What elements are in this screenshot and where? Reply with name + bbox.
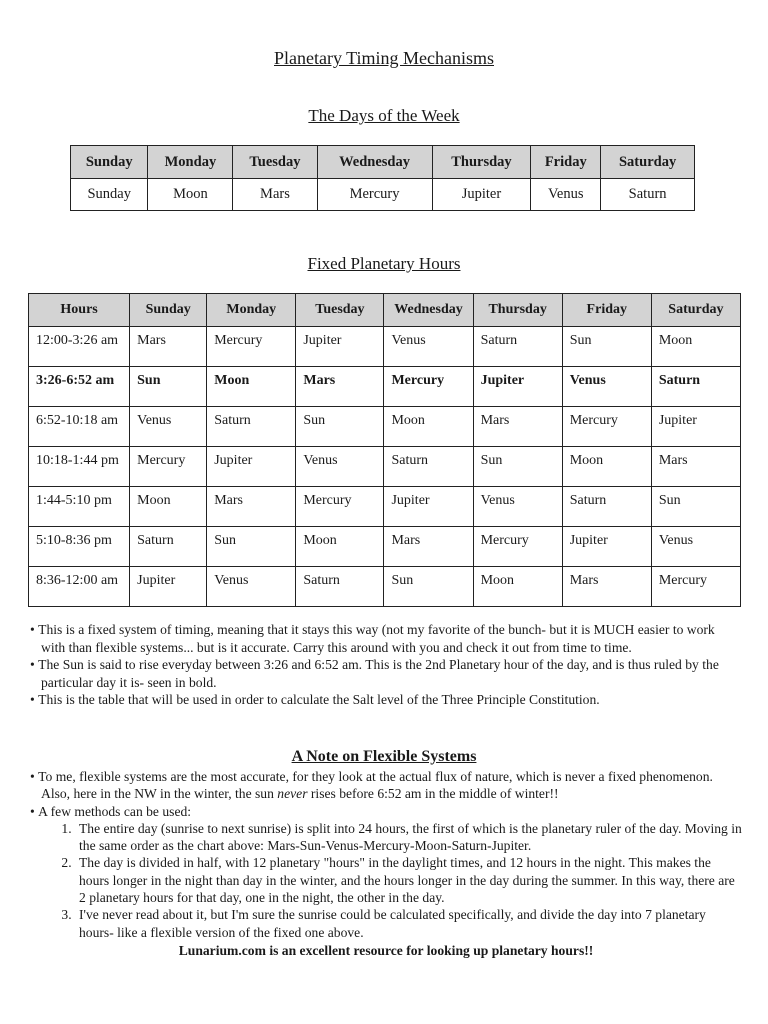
planet-cell: Mercury — [562, 407, 651, 447]
hours-row — [29, 447, 741, 487]
planet-cell: Sun — [207, 527, 296, 567]
days-ruler-row — [71, 179, 695, 211]
hours-range-cell: 3:26-6:52 am — [29, 367, 130, 407]
days-of-week-table — [70, 145, 695, 211]
hours-column-header: Saturday — [651, 294, 740, 327]
planet-cell: Mercury — [296, 487, 384, 527]
planet-cell: Moon — [651, 327, 740, 367]
hours-column-header: Friday — [562, 294, 651, 327]
planet-cell: Mars — [651, 447, 740, 487]
hours-row — [29, 407, 741, 447]
page-title: Planetary Timing Mechanisms — [274, 48, 494, 68]
hours-row — [29, 527, 741, 567]
flexible-section — [30, 768, 742, 959]
planet-cell: Mars — [562, 567, 651, 607]
planet-cell: Saturn — [651, 367, 740, 407]
flexible-section-title: A Note on Flexible Systems — [291, 748, 477, 765]
planet-cell: Jupiter — [296, 327, 384, 367]
planet-cell: Jupiter — [473, 367, 562, 407]
hours-column-header: Tuesday — [296, 294, 384, 327]
note-bullet: • The Sun is said to rise everyday between 3:26 and 6:52 am. This is the 2nd Planetary hour of the day, and is thus ruled by the particular day it is- seen in bold. — [30, 656, 740, 691]
hours-range-cell: 10:18-1:44 pm — [29, 447, 130, 487]
hours-column-header: Hours — [29, 294, 130, 327]
planet-cell: Moon — [296, 527, 384, 567]
planet-cell: Saturn — [296, 567, 384, 607]
day-ruler: Jupiter — [432, 179, 531, 211]
day-ruler: Sunday — [71, 179, 148, 211]
planet-cell: Saturn — [473, 327, 562, 367]
hours-column-header: Wednesday — [384, 294, 473, 327]
planet-cell: Saturn — [562, 487, 651, 527]
methods-list — [30, 820, 742, 941]
planet-cell: Mercury — [651, 567, 740, 607]
hours-column-header: Monday — [207, 294, 296, 327]
planet-cell: Sun — [296, 407, 384, 447]
planet-cell: Sun — [562, 327, 651, 367]
note-bullet: • This is a fixed system of timing, meaning that it stays this way (not my favorite of the bunch- but it is MUCH easier to work with than flexible systems... but is it accurate. Carry this around with you and check it out from time to time. — [30, 621, 740, 656]
day-ruler: Mercury — [317, 179, 432, 211]
bullet-text: To me, flexible systems are the most accurate, for they look at the actual flux of nature, which is never a fixed phenomenon. Also, here in the NW in the winter, the sun — [38, 769, 713, 802]
planet-cell: Venus — [473, 487, 562, 527]
planet-cell: Mercury — [384, 367, 473, 407]
day-ruler: Venus — [531, 179, 601, 211]
hours-row — [29, 367, 741, 407]
hours-range-cell: 6:52-10:18 am — [29, 407, 130, 447]
planet-cell: Mercury — [130, 447, 207, 487]
planet-cell: Mars — [130, 327, 207, 367]
planet-cell: Venus — [130, 407, 207, 447]
note-bullet — [30, 768, 742, 803]
days-header-row — [71, 146, 695, 179]
hours-row — [29, 327, 741, 367]
day-header: Saturday — [601, 146, 695, 179]
hours-column-header: Sunday — [130, 294, 207, 327]
day-ruler: Mars — [233, 179, 317, 211]
planet-cell: Saturn — [207, 407, 296, 447]
day-header: Tuesday — [233, 146, 317, 179]
planet-cell: Sun — [473, 447, 562, 487]
planet-cell: Mercury — [473, 527, 562, 567]
planet-cell: Mars — [384, 527, 473, 567]
planet-cell: Jupiter — [562, 527, 651, 567]
planet-cell: Jupiter — [130, 567, 207, 607]
day-header: Thursday — [432, 146, 531, 179]
hours-column-header: Thursday — [473, 294, 562, 327]
days-section-title: The Days of the Week — [308, 106, 460, 125]
bullet-text: rises before 6:52 am in the middle of winter!! — [307, 786, 559, 802]
hours-row — [29, 567, 741, 607]
planet-cell: Sun — [651, 487, 740, 527]
hours-range-cell: 8:36-12:00 am — [29, 567, 130, 607]
emphasis-text: never — [277, 786, 308, 802]
planet-cell: Jupiter — [384, 487, 473, 527]
day-ruler: Moon — [148, 179, 233, 211]
fixed-system-notes — [30, 621, 740, 709]
day-header: Sunday — [71, 146, 148, 179]
note-bullet: • This is the table that will be used in order to calculate the Salt level of the Three Principle Constitution. — [30, 691, 740, 709]
method-item: 2. The day is divided in half, with 12 planetary "hours" in the daylight times, and 12 hours in the night. This makes the hours longer in the night than day in the winter, and the hours longer in the day during the summer. In this way, there are 2 planetary hours for that day, one in the night, the other in the day. — [75, 854, 742, 906]
hours-header-row — [29, 294, 741, 327]
planet-cell: Venus — [651, 527, 740, 567]
planet-cell: Moon — [384, 407, 473, 447]
planet-cell: Sun — [384, 567, 473, 607]
note-bullet: • A few methods can be used: — [30, 803, 742, 820]
method-item: 1. The entire day (sunrise to next sunrise) is split into 24 hours, the first of which is the planetary ruler of the day. Moving in the same order as the chart above: Mars-Sun-Venus-Mercury-Moon-Saturn-Jupiter. — [75, 820, 742, 855]
planet-cell: Saturn — [130, 527, 207, 567]
hours-table-body — [29, 327, 741, 607]
planet-cell: Mercury — [207, 327, 296, 367]
planet-cell: Venus — [207, 567, 296, 607]
planet-cell: Moon — [207, 367, 296, 407]
planet-cell: Mars — [296, 367, 384, 407]
hours-range-cell: 12:00-3:26 am — [29, 327, 130, 367]
hours-row — [29, 487, 741, 527]
day-ruler: Saturn — [601, 179, 695, 211]
day-header: Monday — [148, 146, 233, 179]
hours-range-cell: 5:10-8:36 pm — [29, 527, 130, 567]
planet-cell: Jupiter — [651, 407, 740, 447]
day-header: Friday — [531, 146, 601, 179]
hours-section-title: Fixed Planetary Hours — [307, 254, 461, 273]
day-header: Wednesday — [317, 146, 432, 179]
planet-cell: Venus — [296, 447, 384, 487]
planet-cell: Moon — [562, 447, 651, 487]
planet-cell: Moon — [130, 487, 207, 527]
closing-note: Lunarium.com is an excellent resource for looking up planetary hours!! — [178, 942, 594, 958]
planet-cell: Moon — [473, 567, 562, 607]
planet-cell: Saturn — [384, 447, 473, 487]
method-item: 3. I've never read about it, but I'm sure the sunrise could be calculated specifically, and divide the day into 7 planetary hours- like a flexible version of the fixed one above. — [75, 906, 742, 941]
planetary-hours-table — [28, 293, 741, 607]
planet-cell: Mars — [207, 487, 296, 527]
hours-range-cell: 1:44-5:10 pm — [29, 487, 130, 527]
planet-cell: Venus — [562, 367, 651, 407]
planet-cell: Venus — [384, 327, 473, 367]
planet-cell: Sun — [130, 367, 207, 407]
planet-cell: Jupiter — [207, 447, 296, 487]
planet-cell: Mars — [473, 407, 562, 447]
